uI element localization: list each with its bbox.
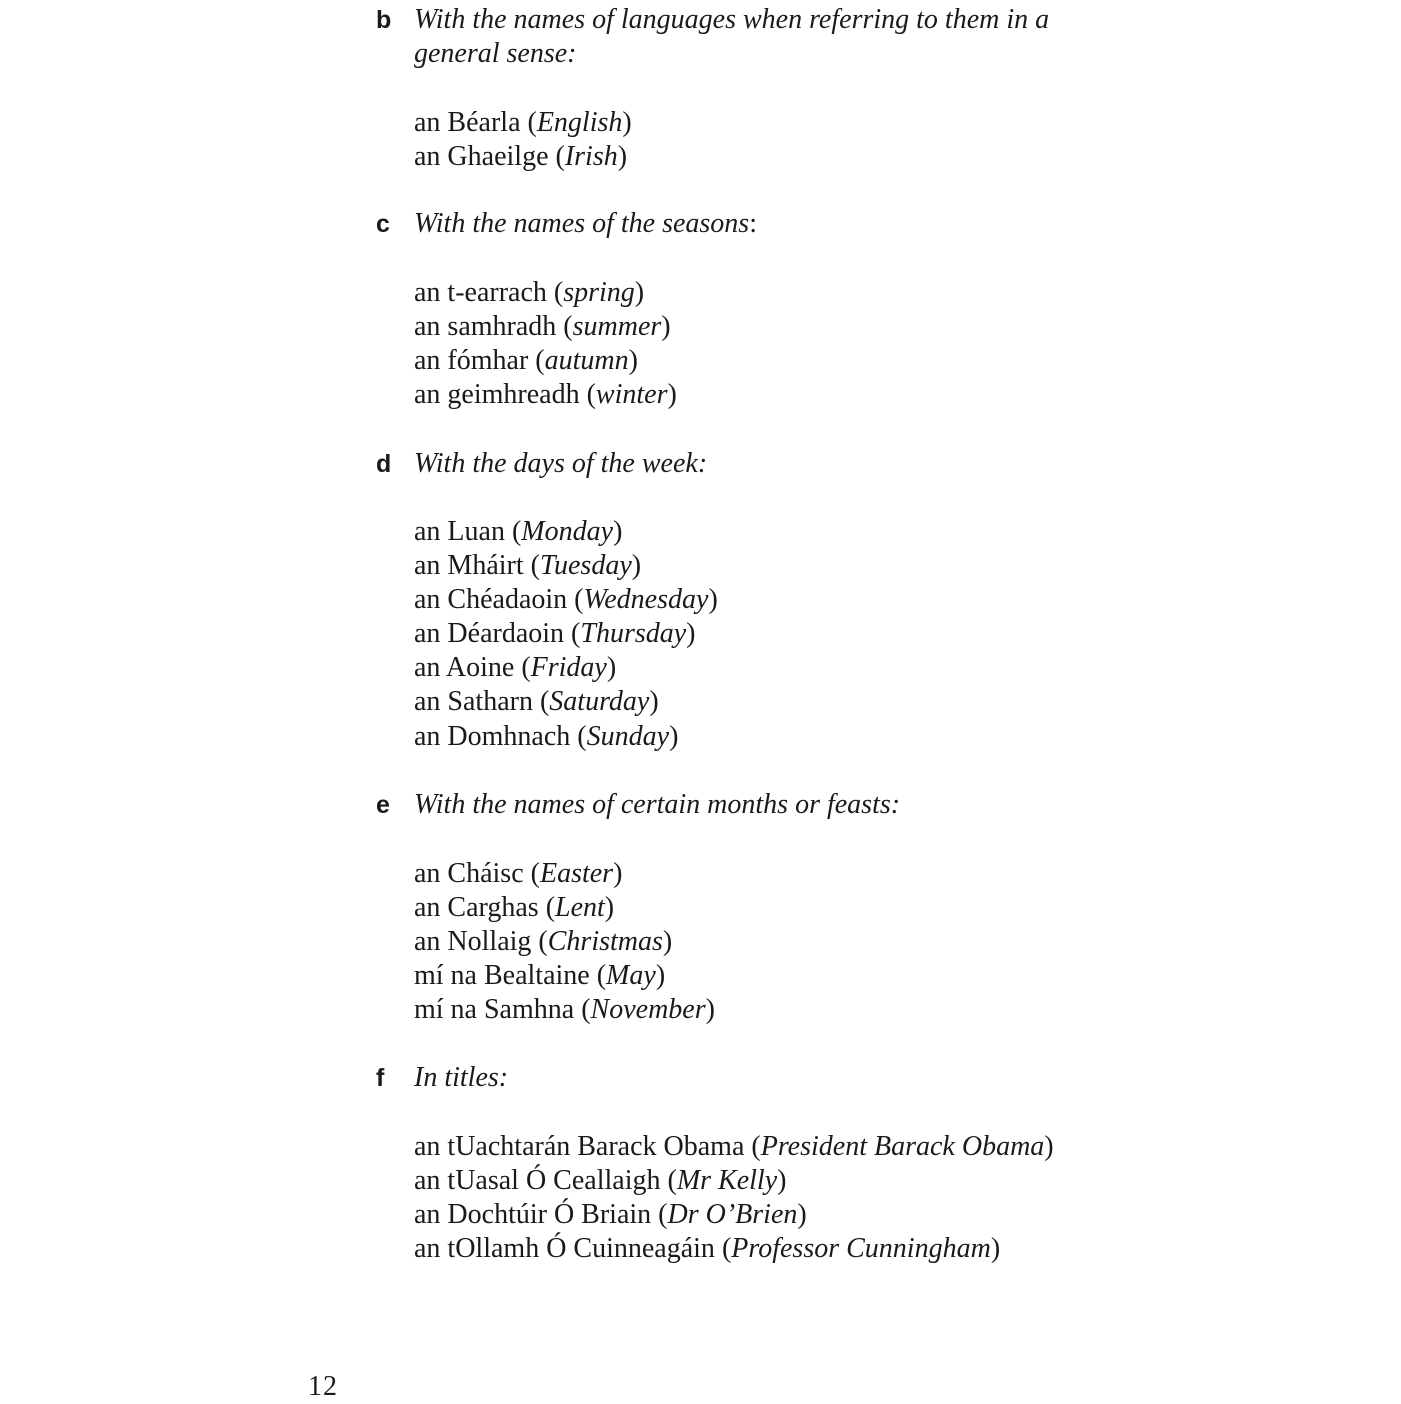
english-translation: Friday <box>530 652 607 684</box>
irish-term: an Nollaig <box>414 926 532 958</box>
english-translation: Christmas <box>547 926 663 958</box>
example-line: an t-earrach (spring) <box>414 277 645 308</box>
example-line: an Chéadaoin (Wednesday) <box>414 584 718 616</box>
example-line: an Déardaoin (Thursday) <box>414 618 696 650</box>
irish-term: an Luan <box>414 516 505 547</box>
example-line: an tUasal Ó Ceallaigh (Mr Kelly) <box>414 1165 787 1197</box>
example-line: an Béarla (English) <box>414 107 632 138</box>
english-translation: Professor Cunningham <box>731 1233 991 1265</box>
english-translation: spring <box>563 277 635 308</box>
example-line: an geimhreadh (winter) <box>414 379 677 411</box>
english-translation: winter <box>595 379 668 411</box>
section-letter: d <box>376 450 392 478</box>
section-heading <box>414 207 1134 241</box>
example-line: an tOllamh Ó Cuinneagáin (Professor Cunningham) <box>414 1233 1001 1265</box>
example-list <box>414 106 1174 174</box>
english-translation: Easter <box>539 858 614 889</box>
irish-term: an Ghaeilge <box>414 141 549 173</box>
english-translation: Wednesday <box>583 584 709 616</box>
english-translation: Irish <box>564 141 618 173</box>
irish-term: an tUachtarán Barack Obama <box>414 1131 745 1162</box>
section-letter: e <box>376 791 390 819</box>
example-list <box>414 276 1174 412</box>
irish-term: an fómhar <box>414 345 529 377</box>
english-translation: Monday <box>521 516 614 547</box>
example-list <box>414 857 1174 1027</box>
section-letter: b <box>376 6 392 34</box>
example-line: an fómhar (autumn) <box>414 345 638 377</box>
example-line: an Luan (Monday) <box>414 516 623 547</box>
english-translation: Dr O’Brien <box>667 1199 798 1231</box>
section-heading-suffix: : <box>749 208 757 239</box>
example-line: an Mháirt (Tuesday) <box>414 550 642 582</box>
example-line: mí na Samhna (November) <box>414 994 715 1026</box>
irish-term: mí na Bealtaine <box>414 960 590 992</box>
irish-term: an Satharn <box>414 686 533 718</box>
english-translation: November <box>590 994 706 1026</box>
english-translation: Lent <box>555 892 605 924</box>
irish-term: an tUasal Ó Ceallaigh <box>414 1165 661 1197</box>
example-line: an Dochtúir Ó Briain (Dr O’Brien) <box>414 1199 807 1231</box>
irish-term: an Béarla <box>414 107 521 138</box>
irish-term: an tOllamh Ó Cuinneagáin <box>414 1233 715 1265</box>
irish-term: an Domhnach <box>414 720 571 752</box>
english-translation: Sunday <box>586 720 670 752</box>
english-translation: autumn <box>544 345 629 377</box>
irish-term: an Cháisc <box>414 858 524 889</box>
example-line: an samhradh (summer) <box>414 311 671 343</box>
example-list <box>414 515 1174 754</box>
irish-term: an t-earrach <box>414 277 547 308</box>
irish-term: an Déardaoin <box>414 618 565 650</box>
example-line: an tUachtarán Barack Obama (President Barack Obama) <box>414 1131 1054 1162</box>
irish-term: an samhradh <box>414 311 557 343</box>
example-line: an Aoine (Friday) <box>414 652 617 684</box>
section-heading: In titles: <box>414 1062 509 1093</box>
english-translation: Mr Kelly <box>676 1165 778 1197</box>
example-line: mí na Bealtaine (May) <box>414 960 666 992</box>
irish-term: an Mháirt <box>414 550 524 582</box>
english-translation: Tuesday <box>539 550 632 582</box>
page-number: 12 <box>308 1371 338 1402</box>
example-line: an Carghas (Lent) <box>414 892 615 924</box>
example-line: an Satharn (Saturday) <box>414 686 659 718</box>
section-letter: f <box>376 1064 385 1092</box>
english-translation: Saturday <box>549 686 650 718</box>
example-line: an Cháisc (Easter) <box>414 858 623 889</box>
example-line: an Ghaeilge (Irish) <box>414 141 628 173</box>
irish-term: an Aoine <box>414 652 515 684</box>
example-list <box>414 1130 1174 1266</box>
irish-term: mí na Samhna <box>414 994 575 1026</box>
english-translation: summer <box>572 311 662 343</box>
irish-term: an geimhreadh <box>414 379 580 411</box>
section-heading: With the days of the week: <box>414 448 708 479</box>
irish-term: an Carghas <box>414 892 539 924</box>
section-heading-text: With the names of the seasons <box>414 208 750 239</box>
english-translation: May <box>606 960 656 992</box>
example-line: an Domhnach (Sunday) <box>414 720 679 752</box>
section-letter: c <box>376 210 390 238</box>
english-translation: President Barack Obama <box>760 1131 1045 1162</box>
example-line: an Nollaig (Christmas) <box>414 926 673 958</box>
english-translation: English <box>536 107 623 138</box>
irish-term: an Dochtúir Ó Briain <box>414 1199 652 1231</box>
irish-term: an Chéadaoin <box>414 584 568 616</box>
section-heading: With the names of languages when referring to them in a general sense: <box>414 4 1050 69</box>
english-translation: Thursday <box>580 618 687 650</box>
section-heading: With the names of certain months or feasts: <box>414 789 901 820</box>
